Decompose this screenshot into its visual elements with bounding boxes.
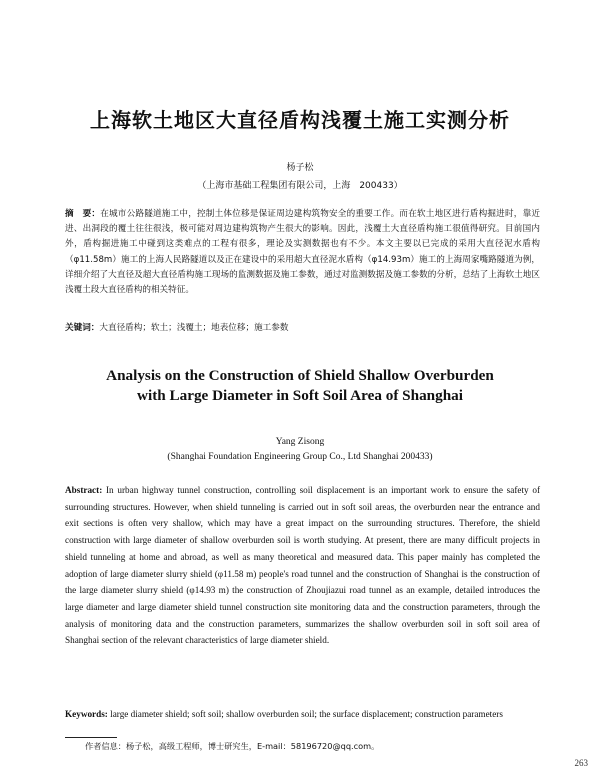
english-keywords-text: large diameter shield; soft soil; shallow overburden soil; the surface displacement; construction parameters (110, 709, 503, 719)
english-affiliation: (Shanghai Foundation Engineering Group Co., Ltd Shanghai 200433) (167, 452, 433, 462)
chinese-abstract-label: 摘 要： (65, 209, 101, 219)
page-number: 263 (574, 758, 588, 768)
chinese-abstract-text: 在城市公路隧道施工中，控制土体位移是保证周边建构筑物安全的重要工作。而在软土地区进行盾构掘进时，靠近进、出洞段的覆土往往很浅，极可能对周边建构筑物产生很大的影响。因此，浅覆土大直径盾构施工很值得研究。目前国内外，盾构掘进施工中碰到这类难点的工程有很多，理论及实测数据也有不少。本文主要以已完成的采用大直径泥水盾构（φ11.58m）施工的上海人民路隧道以及正在建设中的采用超大直径泥水盾构（φ14.93m）施工的上海周家嘴路隧道为例，详细介绍了大直径及超大直径盾构施工现场的监测数据及施工参数，通过对监测数据及施工参数的分析，总结了上海软土地区浅覆土段大直径盾构的相关特征。 (65, 209, 540, 296)
chinese-keywords-text: 大直径盾构；软土；浅覆土；地表位移；施工参数 (99, 323, 289, 333)
english-keywords (65, 706, 540, 723)
chinese-abstract (65, 207, 540, 298)
chinese-keywords (65, 321, 540, 333)
chinese-author: 杨子松 (286, 163, 314, 173)
chinese-affiliation: （上海市基础工程集团有限公司，上海 200433） (197, 181, 403, 191)
chinese-keywords-label: 关键词： (65, 323, 100, 333)
english-title-line-2: with Large Diameter in Soft Soil Area of Shanghai (137, 387, 463, 404)
footnote-divider (65, 737, 117, 738)
english-abstract-label: Abstract: (65, 485, 103, 495)
english-title-line-1: Analysis on the Construction of Shield Shallow Overburden (106, 367, 494, 384)
author-footnote: 作者信息：杨子松，高级工程师，博士研究生，E-mail：58196720@qq.com。 (85, 741, 380, 751)
english-title (70, 366, 530, 406)
english-author: Yang Zisong (275, 437, 325, 447)
english-keywords-label: Keywords: (65, 709, 108, 719)
english-abstract (65, 482, 540, 649)
chinese-title: 上海软土地区大直径盾构浅覆土施工实测分析 (90, 108, 510, 132)
english-abstract-text: In urban highway tunnel construction, controlling soil displacement is an important work to ensure the safety of surrounding structures. However, when shield tunneling is carried out in soft soil areas, the overburden near the entrance and exit sections is often very shallow, which may have a great impact on the surrounding structures. Therefore, the shield construction with large diameter of shallow overburden soil is worth studying. At present, there are many difficult projects in shield tunneling at home and abroad, as well as many theoretical and measured data. This paper mainly has completed the adoption of large diameter slurry shield (φ11.58 m) people's road tunnel and the construction of Shanghai is the construction of the large diameter slurry shield (φ14.93 m) the construction of Zhoujiazui road tunnel as an example, detailed introduces the large diameter and large diameter shield tunnel construction site monitoring data and the construction parameters, through the analysis of monitoring data and the construction parameters, summarizes the shallow overburden soil in soft soil area of Shanghai section of the relevant characteristics of large diameter shield. (65, 485, 541, 646)
